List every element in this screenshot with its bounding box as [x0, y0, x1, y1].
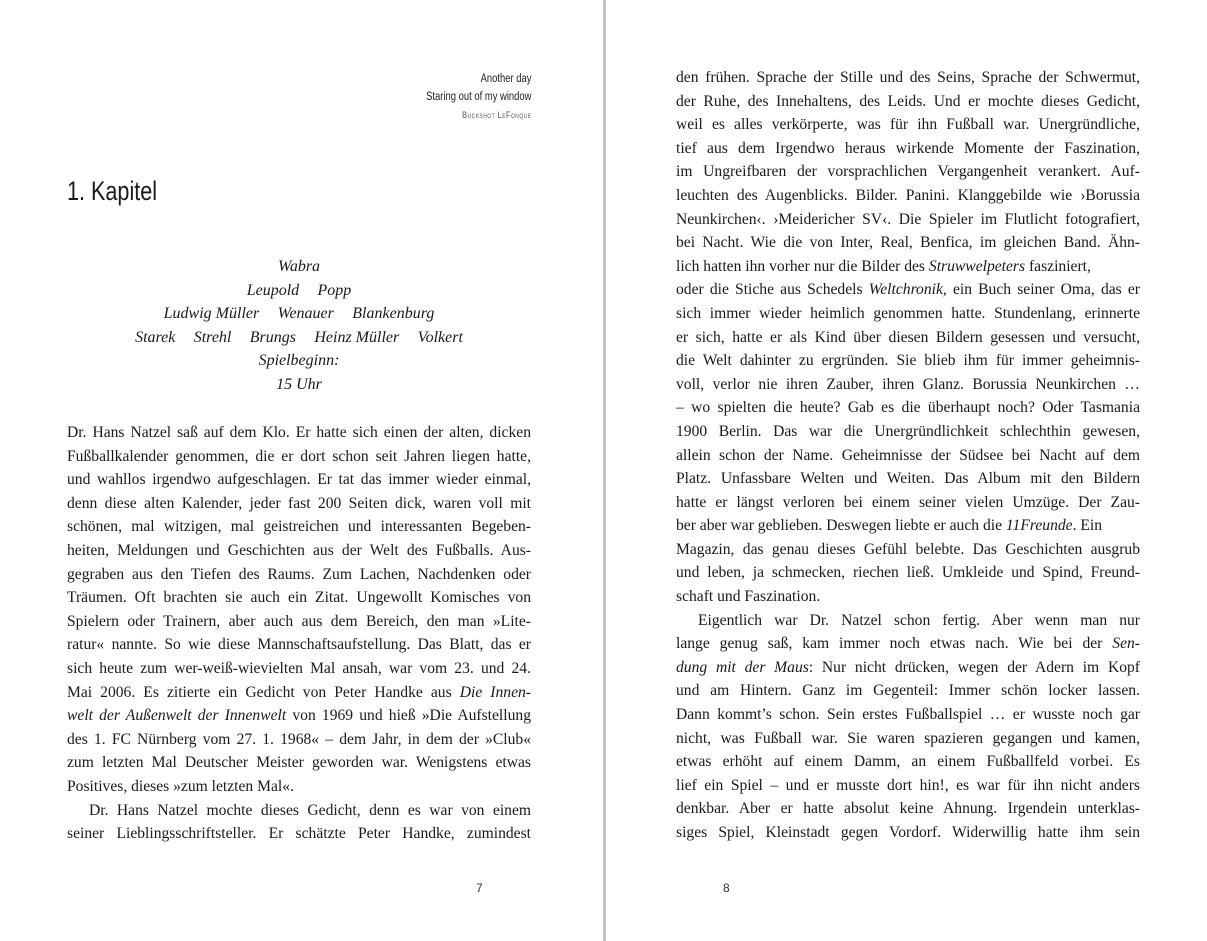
book-title: Struwwelpeters: [928, 257, 1026, 275]
text-line: sich heute zum wer-weiß-wievielten Mal ansah, war vom 23. und 24.: [67, 659, 531, 677]
text-line: Dann kommt’s schon. Sein erstes Fußballspiel … er wusste noch gar: [676, 706, 1140, 724]
text-line: er sich, hatte er als Kind über diesen Bildern gesessen und versucht,: [676, 328, 1140, 346]
text-segment: oder die Stiche aus Schedels: [676, 281, 869, 299]
text-line: gegraben aus den Tiefen des Raums. Zum Lachen, Nachdenken oder: [67, 565, 531, 583]
text-line: die Welt dahinter zu ergründen. Sie blieb ihm für immer geheimnis-: [676, 352, 1140, 370]
text-line: lief ein Spiel – und er musste dort hin!, es war für ihn nicht anders: [676, 776, 1140, 794]
show-title: Sen-: [1112, 635, 1140, 653]
text-line: Magazin, das genau dieses Gefühl belebte. Das Geschichten ausgrub: [676, 540, 1140, 558]
book-title: Weltchronik: [868, 281, 943, 299]
page-number: 7: [476, 881, 483, 895]
text-line: nicht, was Fußball war. Sie waren spazieren gegangen und kamen,: [676, 729, 1140, 747]
text-segment: von 1969 und hieß »Die Aufstellung: [286, 707, 531, 725]
player-name: Volkert: [417, 328, 463, 346]
text-line: [676, 255, 1140, 279]
text-line: Positives, dieses »zum letzten Mal«.: [67, 777, 294, 795]
text-line: hatte er längst verloren bei einem seiner vielen Umzüge. Der Zau-: [676, 493, 1140, 511]
text-line: und wahllos irgendwo aufgeschlagen. Er tat das immer wieder einmal,: [67, 471, 531, 489]
player-name: Ludwig Müller: [163, 305, 260, 323]
text-segment: , ein Buch seiner Oma, das er: [942, 281, 1140, 299]
lineup-row: [67, 255, 531, 279]
magazine-title: 11Freunde: [1005, 517, 1073, 535]
body-text-right: [676, 66, 1140, 845]
text-line: [676, 656, 1140, 680]
show-title: dung mit der Maus: [676, 658, 809, 676]
text-line: 1900 Berlin. Das war die Unergründlichkeit schlechthin gewesen,: [676, 422, 1140, 440]
text-line: Platz. Unfassbare Welten und Weiten. Das Album mit den Bildern: [676, 470, 1140, 488]
text-line: Träumen. Oft brachten sie auch ein Zitat. Ungewollt Komisches von: [67, 589, 531, 607]
text-line: schönen, mal witzigen, mal geistreichen und interessanten Begeben-: [67, 518, 531, 536]
text-segment: : Nur nicht drücken, wegen der Adern im Kopf: [808, 658, 1140, 676]
text-line: Fußballkalender genommen, die er dort schon seit Jahren liegen hatte,: [67, 447, 531, 465]
text-line: im Ungreifbaren der vorsprachlichen Vergangenheit verankert. Auf-: [676, 163, 1140, 181]
text-segment: lich hatten ihn vorher nur die Bilder des: [676, 257, 929, 275]
text-line: und am Hintern. Ganz im Gegenteil: Immer schön locker lassen.: [676, 682, 1140, 700]
player-name: Leupold: [246, 281, 300, 299]
player-name: Wabra: [277, 258, 321, 275]
text-line: Dr. Hans Natzel saß auf dem Klo. Er hatte sich einen der alten, dicken: [67, 424, 531, 441]
player-name: Strehl: [193, 328, 232, 346]
text-line: weil es alles verkörperte, was für ihn Fußball war. Unergründliche,: [676, 116, 1140, 134]
page-number: 8: [723, 881, 730, 895]
right-page: [606, 0, 1207, 941]
text-line: ratur« nannte. So wie diese Mannschaftsaufstellung. Das Blatt, das er: [67, 636, 531, 654]
epigraph-line-1: Another day: [480, 73, 531, 85]
text-segment: Mai 2006. Es zitierte ein Gedicht von Peter Handke aus: [67, 683, 460, 701]
book-title: welt der Außenwelt der Innenwelt: [67, 707, 287, 725]
text-segment: ber aber war geblieben. Deswegen liebte er auch die: [676, 517, 1006, 535]
player-name: Heinz Müller: [314, 328, 400, 346]
book-title: Die Innen-: [459, 683, 531, 701]
text-segment: . Ein: [1072, 517, 1103, 535]
text-line: – wo spielten die heute? Gab es die überhaupt noch? Oder Tasmania: [676, 399, 1140, 417]
text-line: und leben, ja schmecken, riechen ließ. Umkleide und Spind, Freund-: [676, 564, 1140, 582]
kickoff-time: 15 Uhr: [276, 375, 322, 393]
team-lineup: [67, 255, 531, 397]
text-line: sich immer wieder heimlich genommen hatte. Stundenlang, erinnerte: [676, 304, 1140, 322]
player-name: Brungs: [249, 328, 296, 346]
text-line: [67, 681, 531, 705]
epigraph-line-2: Staring out of my window: [425, 91, 531, 103]
player-name: Popp: [317, 281, 352, 299]
text-segment: fasziniert,: [1025, 257, 1091, 275]
text-line: zum letzten Mal Deutscher Meister geworden war. Wenigstens etwas: [67, 754, 531, 772]
text-line: voll, verlor nie ihren Zauber, ihren Glanz. Borussia Neunkirchen …: [676, 375, 1140, 393]
text-line: [676, 514, 1140, 538]
text-line: Spielern oder Trainern, aber auch aus dem Bereich, den man »Lite-: [67, 612, 531, 630]
text-line: siges Spiel, Kleinstadt gegen Vordorf. Widerwillig hatte ihm sein: [676, 824, 1140, 841]
lineup-row: [67, 279, 531, 303]
epigraph-author: Buckshot LeFonque: [461, 110, 531, 120]
text-line: bei Nacht. Wie die von Inter, Real, Benfica, im gleichen Band. Ähn-: [676, 234, 1140, 252]
text-line: tief aus dem Irgendwo heraus wirkende Momente der Faszination,: [676, 139, 1140, 157]
text-line: Eigentlich war Dr. Natzel schon fertig. Aber wenn man nur: [698, 611, 1140, 629]
epigraph: [426, 70, 531, 124]
left-page: [0, 0, 603, 941]
text-line: [676, 278, 1140, 302]
text-line: schaft und Faszination.: [676, 588, 821, 606]
body-text-left: [67, 421, 531, 846]
lineup-row: [67, 302, 531, 326]
text-line: der Ruhe, des Innehaltens, des Leids. Und er mochte dieses Gedicht,: [676, 92, 1140, 110]
text-line: den frühen. Sprache der Stille und des Seins, Sprache der Schwermut,: [676, 69, 1140, 86]
player-name: Blankenburg: [352, 305, 435, 323]
text-line: Dr. Hans Natzel mochte dieses Gedicht, denn es war von einem: [89, 801, 531, 819]
text-line: etwas erhöht auf einem Damm, an einem Fußballfeld vorbei. Es: [676, 753, 1140, 771]
text-line: denkbar. Aber er hatte absolut keine Ahnung. Irgendein unterklas-: [676, 800, 1140, 818]
text-line: allein schon der Name. Geheimnisse der Südsee bei Nacht auf dem: [676, 446, 1140, 464]
text-segment: lange genug saß, kam immer noch etwas nach. Wie bei der: [676, 635, 1113, 653]
text-line: Neunkirchen‹. ›Meidericher SV‹. Die Spieler im Flutlicht fotografiert,: [676, 210, 1140, 228]
text-line: [676, 632, 1140, 656]
text-line: [67, 704, 531, 728]
text-line: des 1. FC Nürnberg vom 27. 1. 1968« – dem Jahr, in dem der »Club«: [67, 730, 531, 748]
lineup-row: [67, 326, 531, 350]
kickoff-label: Spielbeginn:: [258, 352, 340, 370]
text-line: denn diese alten Kalender, jeder fast 200 Seiten dick, waren voll mit: [67, 494, 531, 512]
chapter-title: 1. Kapitel: [67, 176, 158, 206]
text-line: heiten, Meldungen und Geschichten aus der Welt des Fußballs. Aus-: [67, 541, 531, 559]
text-line: leuchten des Augenblicks. Bilder. Panini. Klanggebilde wie ›Borussia: [676, 186, 1140, 204]
player-name: Starek: [135, 328, 176, 346]
player-name: Wenauer: [277, 305, 334, 323]
text-line: seiner Lieblingsschriftsteller. Er schätzte Peter Handke, zumindest: [67, 825, 531, 843]
